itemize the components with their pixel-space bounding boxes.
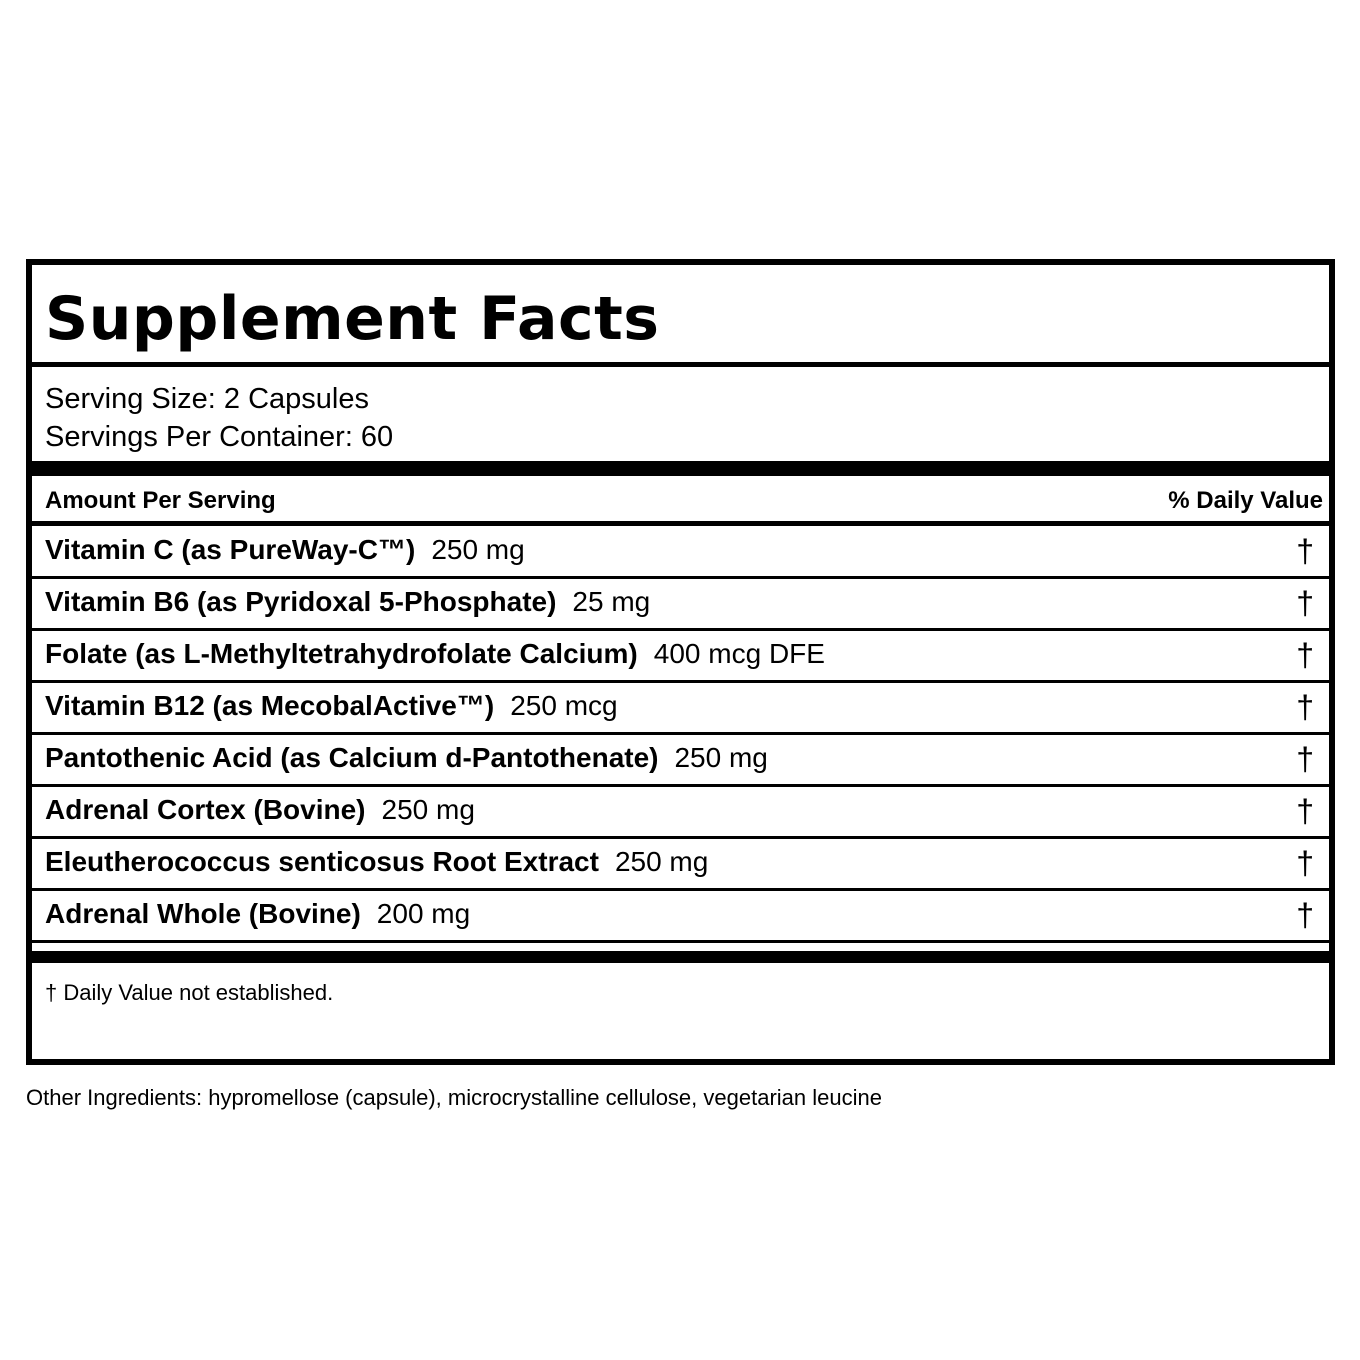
ingredient-text [45, 688, 618, 724]
ingredient-name: Pantothenic Acid (as Calcium d-Pantothenate) [45, 742, 659, 773]
ingredient-name: Adrenal Whole (Bovine) [45, 898, 361, 929]
dagger-daily-value: † [1296, 585, 1314, 621]
ingredient-row [32, 786, 1329, 836]
ingredient-text [45, 792, 475, 828]
ingredient-name: Eleutherococcus senticosus Root Extract [45, 846, 599, 877]
servings-per-container: Servings Per Container: 60 [45, 421, 394, 453]
ingredient-amount: 250 mcg [510, 690, 618, 721]
ingredient-row [32, 682, 1329, 732]
dagger-daily-value: † [1296, 637, 1314, 673]
ingredient-text [45, 584, 650, 620]
dagger-daily-value: † [1296, 793, 1314, 829]
thick-divider [32, 461, 1329, 476]
ingredient-amount: 250 mg [381, 794, 475, 825]
ingredient-row [32, 526, 1329, 576]
dagger-daily-value: † [1296, 897, 1314, 933]
ingredient-name: Adrenal Cortex (Bovine) [45, 794, 366, 825]
ingredient-amount: 25 mg [572, 586, 651, 617]
ingredient-name: Vitamin B12 (as MecobalActive™) [45, 690, 495, 721]
ingredient-name: Vitamin B6 (as Pyridoxal 5-Phosphate) [45, 586, 557, 617]
ingredient-row [32, 890, 1329, 940]
ingredient-row [32, 578, 1329, 628]
other-ingredients: Other Ingredients: hypromellose (capsule), microcrystalline cellulose, vegetarian leucine [26, 1085, 882, 1110]
ingredient-amount: 250 mg [674, 742, 768, 773]
ingredient-text [45, 740, 768, 776]
ingredient-amount: 400 mcg DFE [653, 638, 825, 669]
dagger-daily-value: † [1296, 689, 1314, 725]
ingredient-amount: 200 mg [376, 898, 471, 929]
thick-divider [32, 951, 1329, 963]
ingredient-name: Folate (as L-Methyltetrahydrofolate Calcium) [45, 638, 638, 669]
ingredient-row [32, 734, 1329, 784]
supplement-facts-panel [26, 259, 1335, 1065]
daily-value-header: % Daily Value [1168, 487, 1323, 514]
serving-size: Serving Size: 2 Capsules [45, 383, 369, 415]
ingredient-row [32, 630, 1329, 680]
amount-per-serving-header: Amount Per Serving [45, 487, 276, 514]
dagger-daily-value: † [1296, 845, 1314, 881]
divider [32, 362, 1329, 367]
ingredient-text [45, 532, 525, 568]
ingredient-text [45, 844, 708, 880]
dagger-daily-value: † [1296, 533, 1314, 569]
ingredient-amount: 250 mg [431, 534, 525, 565]
ingredient-text [45, 636, 825, 672]
ingredient-name: Vitamin C (as PureWay-C™) [45, 534, 416, 565]
row-divider [32, 940, 1329, 943]
panel-title: Supplement Facts [45, 284, 660, 354]
ingredient-row [32, 838, 1329, 888]
ingredient-amount: 250 mg [614, 846, 709, 877]
daily-value-footnote: † Daily Value not established. [45, 980, 334, 1005]
dagger-daily-value: † [1296, 741, 1314, 777]
ingredient-text [45, 896, 470, 932]
